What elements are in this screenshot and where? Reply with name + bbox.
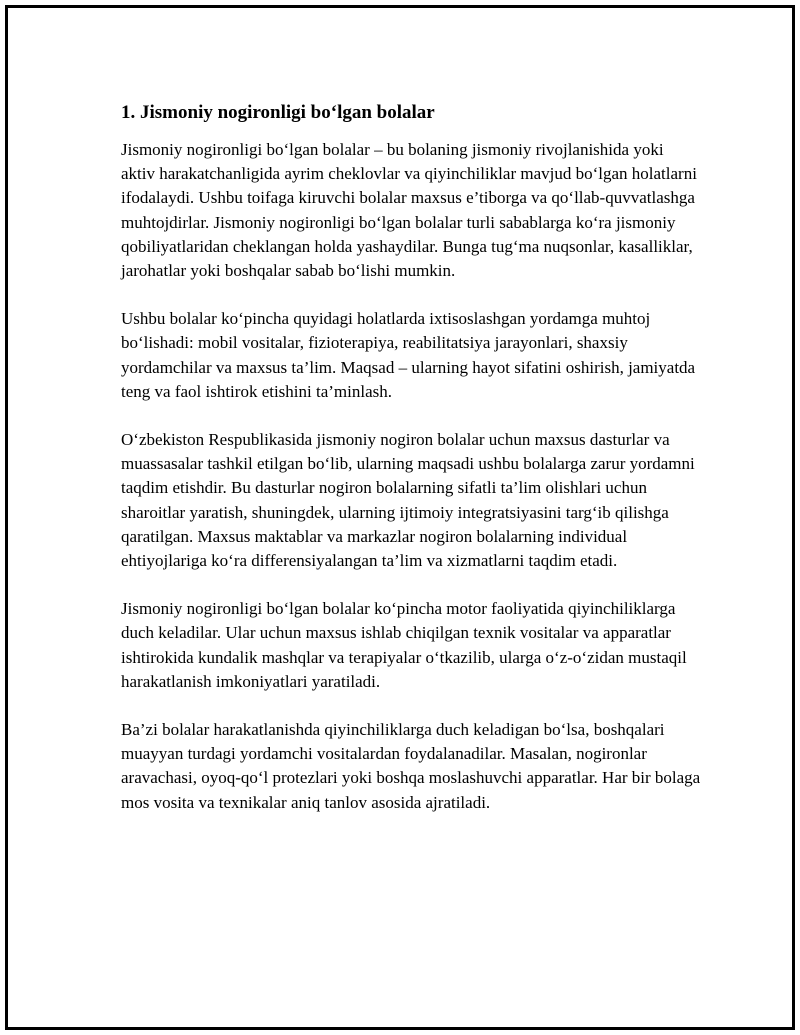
paragraph-1: Jismoniy nogironligi bo‘lgan bolalar – bu bolaning jismoniy rivojlanishida yoki aktiv harakatchanligida ayrim cheklovlar va qiyinchiliklar mavjud bo‘lgan holatlarni ifodalaydi. Ushbu toifaga kiruvchi bolalar maxsus e’tiborga va qo‘llab-quvvatlashga muhtojdirlar. Jismoniy nogironligi bo‘lgan bolalar turli sabablarga ko‘ra jismoniy qobiliyatlaridan cheklangan holda yashaydilar. Bunga tug‘ma nuqsonlar, kasalliklar, jarohatlar yoki boshqalar sabab bo‘lishi mumkin. xyxy=(121,140,697,281)
page-frame xyxy=(5,5,795,1030)
document-body xyxy=(121,100,701,839)
paragraph-4: Jismoniy nogironligi bo‘lgan bolalar ko‘pincha motor faoliyatida qiyinchiliklarga duch keladilar. Ular uchun maxsus ishlab chiqilgan texnik vositalar va apparatlar ishtirokida kundalik mashqlar va terapiyalar o‘tkazilib, ularga o‘z-o‘zidan mustaqil harakatlanish imkoniyatlari yaratiladi. xyxy=(121,599,687,691)
section-heading: 1. Jismoniy nogironligi bo‘lgan bolalar xyxy=(121,102,435,123)
paragraph-5: Ba’zi bolalar harakatlanishda qiyinchiliklarga duch keladigan bo‘lsa, boshqalari muayyan turdagi yordamchi vositalardan foydalanadilar. Masalan, nogironlar aravachasi, oyoq-qo‘l protezlari yoki boshqa moslashuvchi apparatlar. Har bir bolaga mos vosita va texnikalar aniq tanlov asosida ajratiladi. xyxy=(121,720,701,812)
paragraph-2: Ushbu bolalar ko‘pincha quyidagi holatlarda ixtisoslashgan yordamga muhtoj bo‘lishadi: mobil vositalar, fizioterapiya, reabilitatsiya jarayonlari, shaxsiy yordamchilar va maxsus ta’lim. Maqsad – ularning hayot sifatini oshirish, jamiyatda teng va faol ishtirok etishini ta’minlash. xyxy=(121,309,696,401)
paragraph-3: O‘zbekiston Respublikasida jismoniy nogiron bolalar uchun maxsus dasturlar va muassasalar tashkil etilgan bo‘lib, ularning maqsadi ushbu bolalarga zarur yordamni taqdim etishdir. Bu dasturlar nogiron bolalarning sifatli ta’lim olishlari uchun sharoitlar yaratish, shuningdek, ularning ijtimoiy integratsiyasini targ‘ib qilishga qaratilgan. Maxsus maktablar va markazlar nogiron bolalarning individual ehtiyojlariga ko‘ra differensiyalangan ta’lim va xizmatlarni taqdim etadi. xyxy=(121,430,695,571)
